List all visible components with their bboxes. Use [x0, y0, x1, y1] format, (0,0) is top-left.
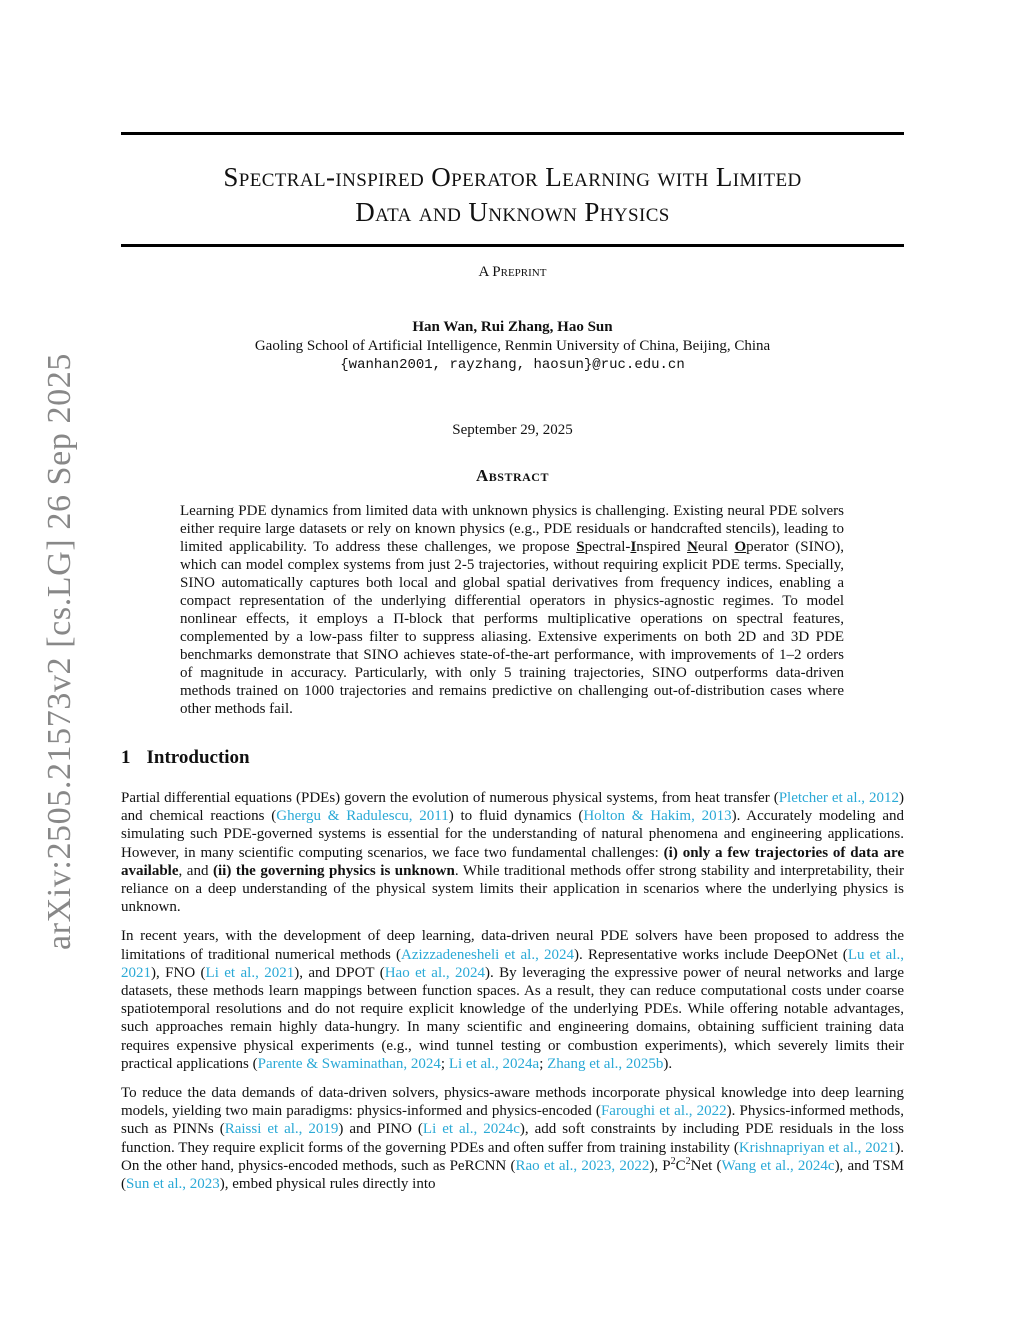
acronym-letter: N	[687, 539, 698, 555]
affiliation: Gaoling School of Artificial Intelligence, Renmin University of China, Beijing, China	[254, 338, 771, 354]
paragraph-2	[121, 927, 904, 1073]
paragraph-1	[121, 789, 904, 916]
section-number: 1	[121, 747, 131, 768]
citation-link[interactable]: Ghergu & Radulescu, 2011	[276, 808, 449, 825]
bold-text: (i) only a few trajectories of data are available	[121, 844, 904, 879]
citation-link[interactable]: Li et al., 2024a	[448, 1055, 540, 1072]
abstract-part: (SINO), which can model complex systems from just 2-5 trajectories, without requiring explicit PDE terms. Specially, SINO automatically captures both local and global spatial derivatives from frequency indices, enabling a compact representation of the underlying differential operators in physics-agnostic regimes. To model nonlinear effects, it employs a Π-block that performs multiplicative operations on spectral features, complemented by a low-pass filter to suppress aliasing. Extensive experiments on both 2D and 3D PDE benchmarks demonstrate that SINO achieves state-of-the-art performance, with improvements of 1–2 orders of magnitude in accuracy. Particularly, with only 5 training trajectories, SINO outperforms data-driven methods trained on 1000 trajectories and remains predictive on challenging out-of-distribution cases where other methods fail.	[180, 539, 844, 717]
text: ). By leveraging the expressive power of neural networks and large datasets, these methods learn mappings between function spaces. As a result, they can reduce computational costs under coarse spatiotemporal resolutions and do not require explicit knowledge of the underlying PDEs. While offering notable advantages, such approaches remain highly data-hungry. In many scientific and engineering domains, obtaining sufficient training data requires expensive physical experiments (e.g., wind tunnel testing or combustion experiments), which severely limits their practical applications (	[121, 964, 904, 1072]
abstract-part: perator	[746, 539, 789, 555]
citation-link[interactable]: Parente & Swaminathan, 2024	[257, 1055, 441, 1072]
citation-link[interactable]: Faroughi et al., 2022	[600, 1103, 727, 1120]
citation-link[interactable]: Lu et al., 2021	[121, 946, 904, 981]
citation-link[interactable]: Wang et al., 2024c	[721, 1157, 835, 1174]
text: ) to fluid dynamics (	[448, 808, 584, 825]
text: ), add soft constraints by including PDE residuals in the loss function. They require explicit forms of the governing PDEs and often suffer from training instability (	[121, 1121, 905, 1156]
citation-link[interactable]: Sun et al., 2023	[126, 1176, 220, 1193]
section-heading	[121, 747, 250, 769]
abstract-heading: Abstract	[476, 466, 549, 485]
top-rule	[121, 132, 904, 135]
title-line-1: Spectral-inspired Operator Learning with Limited	[223, 162, 802, 192]
citation-link[interactable]: Pletcher et al., 2012	[778, 790, 900, 806]
citation-link[interactable]: Hao et al., 2024	[384, 964, 486, 981]
title-line-2: Data and Unknown Physics	[355, 197, 670, 227]
arxiv-stamp: arXiv:2505.21573v2 [cs.LG] 26 Sep 2025	[41, 353, 78, 950]
text: In recent years, with the development of deep learning, data-driven neural PDE solvers have been proposed to address the limitations of traditional numerical methods (	[121, 928, 904, 963]
author-names: Han Wan, Rui Zhang, Hao Sun	[412, 319, 613, 335]
abstract-part: nspired	[636, 539, 688, 555]
superscript: 2	[670, 1155, 676, 1167]
text: ). Representative works include DeepONet (	[574, 946, 848, 963]
text: . While traditional methods offer strong stability and interpretability, their reliance on a deep understanding of the physical system limits their application in scenarios where the underlying physics is unknown.	[121, 862, 904, 916]
text: ), and TSM (	[121, 1157, 904, 1193]
paragraph-3	[121, 1084, 904, 1193]
text: ). Physics-informed methods, such as PINNs (	[121, 1103, 904, 1138]
text: ;	[440, 1055, 449, 1072]
text: ), P	[649, 1157, 671, 1174]
paper-title	[121, 160, 904, 230]
citation-link[interactable]: Li et al., 2021	[205, 964, 295, 981]
text: To reduce the data demands of data-driven solvers, physics-aware methods incorporate physical knowledge into deep learning models, yielding two main paradigms: physics-informed and physics-encoded (	[121, 1085, 904, 1120]
text: ) and PINO (	[338, 1121, 423, 1138]
text: ). On the other hand, physics-encoded methods, such as PeRCNN (	[121, 1139, 904, 1174]
acronym-letter: I	[630, 539, 637, 555]
section-title: Introduction	[146, 747, 250, 768]
text: ), FNO (	[151, 964, 206, 981]
text: ) and chemical reactions (	[121, 790, 905, 825]
citation-link[interactable]: Holton & Hakim, 2013	[583, 808, 732, 825]
text: ), and DPOT (	[294, 964, 385, 981]
abstract-part: pectral-	[584, 539, 631, 555]
citation-link[interactable]: Raissi et al., 2019	[224, 1121, 339, 1138]
preprint-label: A Preprint	[478, 264, 547, 280]
text: Partial differential equations (PDEs) govern the evolution of numerous physical systems, from heat transfer (	[121, 790, 779, 806]
citation-link[interactable]: Azizzadenesheli et al., 2024	[401, 946, 575, 963]
date: September 29, 2025	[452, 422, 573, 438]
abstract-text	[180, 502, 844, 718]
author-block	[121, 318, 904, 375]
citation-link[interactable]: Zhang et al., 2025b	[547, 1055, 664, 1072]
acronym-letter: S	[576, 539, 585, 555]
acronym-letter: O	[734, 539, 747, 555]
text: Net (	[690, 1157, 722, 1174]
bold-text: (ii) the governing physics is unknown	[212, 862, 455, 879]
email[interactable]: {wanhan2001, rayzhang, haosun}@ruc.edu.cn	[340, 357, 685, 373]
text: ). Accurately modeling and simulating such PDE-governed systems is essential for the understanding of natural phenomena and engineering applications. However, in many scientific computing scenarios, we face two fundamental challenges:	[121, 808, 904, 861]
superscript: 2	[685, 1155, 691, 1167]
text: ).	[663, 1055, 673, 1072]
text: C	[675, 1157, 686, 1174]
text: , and	[178, 862, 213, 879]
text: ), embed physical rules directly into	[219, 1176, 436, 1193]
abstract-part: eural	[697, 539, 735, 555]
text: ;	[539, 1055, 548, 1072]
citation-link[interactable]: Krishnapriyan et al., 2021	[738, 1139, 896, 1156]
body-text	[121, 789, 904, 1204]
bottom-rule	[121, 244, 904, 247]
citation-link[interactable]: Li et al., 2024c	[422, 1121, 520, 1138]
citation-link[interactable]: Rao et al., 2023, 2022	[515, 1157, 650, 1174]
abstract-part: Learning PDE dynamics from limited data with unknown physics is challenging. Existing neural PDE solvers either require large datasets or rely on known physics (e.g., PDE residuals or handcrafted stencils), leading to limited applicability. To address these challenges, we propose	[180, 503, 844, 555]
